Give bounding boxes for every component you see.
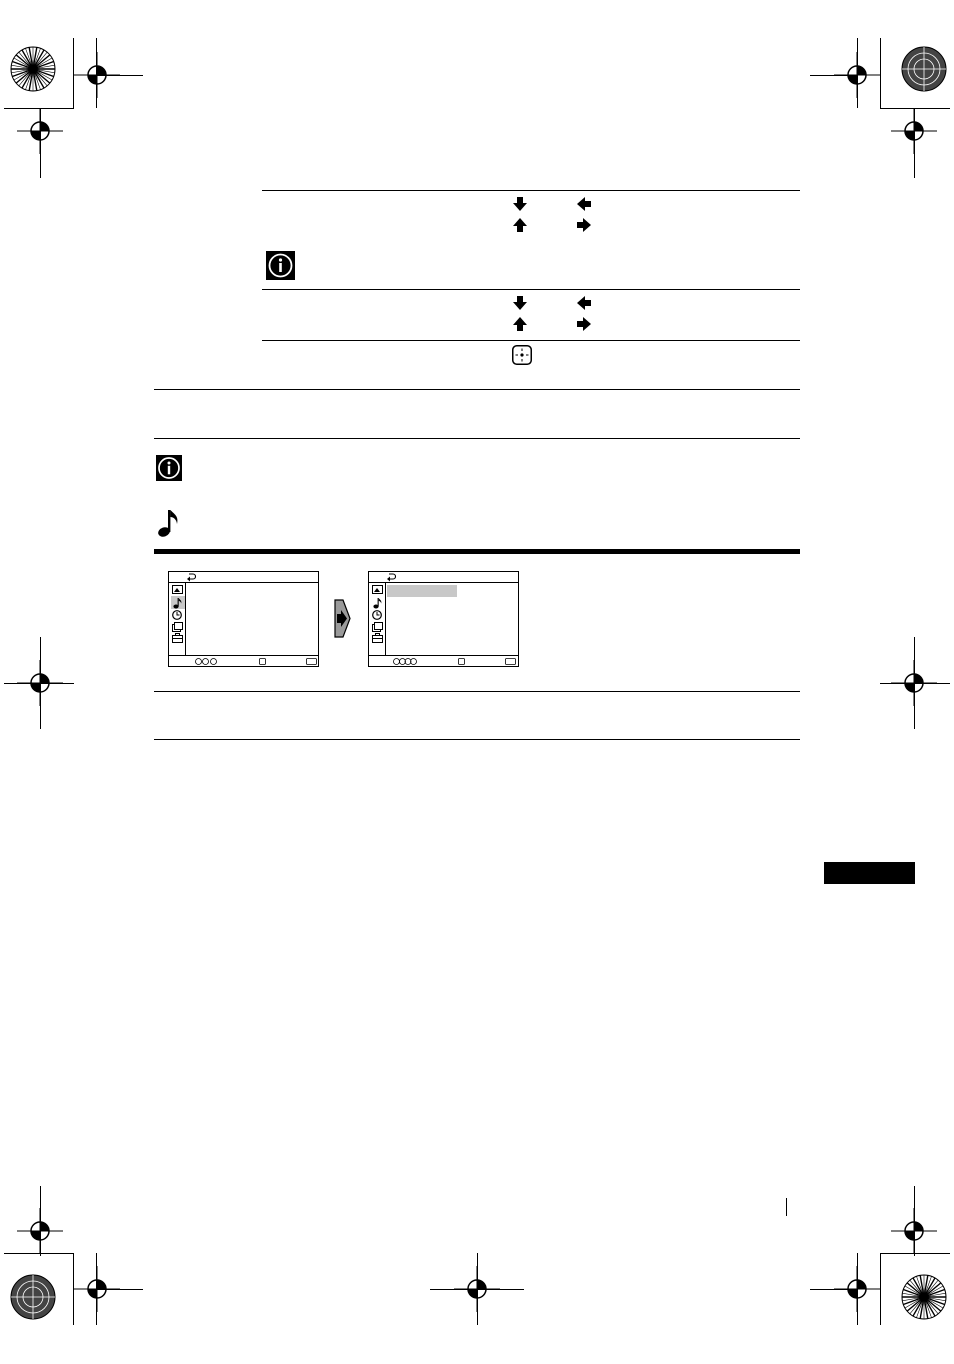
menu-hint-icon (505, 658, 516, 665)
picture-icon (372, 585, 383, 594)
starburst-target-icon (8, 44, 58, 94)
highlighted-option-row (387, 585, 457, 597)
arrow-left-icon (577, 197, 591, 211)
sound-icon (373, 597, 382, 609)
table-divider (262, 289, 800, 290)
channel-icon (372, 622, 383, 632)
music-note-icon (158, 508, 180, 538)
section-divider (154, 389, 800, 390)
navigation-buttons-hint (195, 658, 217, 665)
arrow-down-icon (513, 296, 527, 310)
info-icon (156, 455, 182, 481)
arrow-up-icon (513, 218, 527, 232)
sound-icon (173, 597, 182, 609)
table-divider (262, 340, 800, 341)
return-icon (187, 573, 196, 582)
section-divider (154, 691, 800, 692)
arrow-left-icon (577, 296, 591, 310)
chapter-tab (824, 862, 915, 884)
section-divider (154, 739, 800, 740)
arrow-up-icon (513, 317, 527, 331)
navigation-buttons-hint (393, 658, 417, 665)
osd-menu-before (168, 571, 319, 667)
starburst-target-icon (899, 1272, 949, 1322)
starburst-target-icon (8, 1272, 58, 1322)
setup-icon (172, 633, 183, 643)
osd-menu-after (368, 571, 519, 667)
ok-hint-icon (458, 658, 465, 665)
next-step-arrow-icon (333, 599, 351, 638)
page-number-separator (786, 1198, 787, 1216)
setup-icon (372, 633, 383, 643)
menu-hint-icon (306, 658, 317, 665)
section-divider (154, 438, 800, 439)
ok-button-icon (512, 345, 532, 365)
arrow-right-icon (577, 317, 591, 331)
arrow-down-icon (513, 197, 527, 211)
picture-icon (172, 585, 183, 594)
timer-icon (172, 610, 182, 620)
arrow-right-icon (577, 218, 591, 232)
table-divider (262, 190, 800, 191)
timer-icon (372, 610, 382, 620)
ok-hint-icon (259, 658, 266, 665)
info-icon (266, 251, 295, 280)
section-rule (154, 549, 800, 554)
starburst-target-icon (899, 44, 949, 94)
return-icon (387, 573, 396, 582)
channel-icon (172, 622, 183, 632)
